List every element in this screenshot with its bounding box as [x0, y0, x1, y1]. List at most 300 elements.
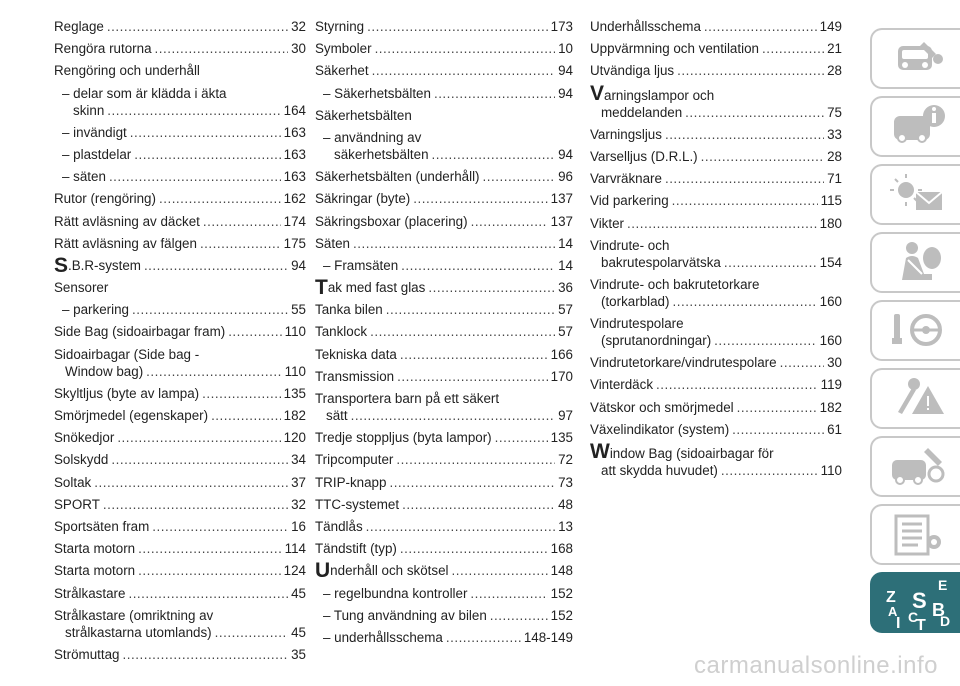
- entry-label: Säkerhet: [315, 63, 369, 79]
- section-initial-letter: W: [590, 440, 610, 463]
- page-number[interactable]: 110: [284, 363, 306, 379]
- index-entry: [54, 407, 306, 424]
- index-entry: [315, 518, 573, 535]
- dot-leader: [372, 62, 555, 79]
- page-number[interactable]: 97: [558, 408, 573, 423]
- index-entry: [590, 276, 842, 310]
- entry-label: Rätt avläsning av fälgen: [54, 235, 197, 251]
- page-number[interactable]: 163: [283, 146, 306, 162]
- index-subentry: [315, 257, 573, 274]
- dot-leader: [432, 146, 556, 163]
- chapter-tab-dashboard[interactable]: [870, 28, 960, 89]
- entry-label-continuation: sätt: [326, 408, 348, 423]
- dot-leader: [138, 540, 282, 557]
- dot-leader: [656, 376, 818, 393]
- entry-label-continuation: meddelanden: [601, 104, 683, 120]
- dot-leader: [375, 40, 556, 57]
- page-number[interactable]: 135: [550, 430, 573, 446]
- technical-data-list-icon: [872, 506, 960, 563]
- entry-label: Rengöring och underhåll: [54, 63, 200, 79]
- index-letter: I: [896, 615, 901, 631]
- dot-leader: [665, 126, 824, 143]
- wrench-warning-icon: [872, 370, 960, 427]
- index-entry: [54, 253, 306, 277]
- page-number[interactable]: 57: [558, 324, 573, 340]
- index-letter: B: [932, 600, 945, 620]
- dot-leader: [737, 399, 817, 416]
- index-entry: [315, 276, 573, 300]
- dot-leader: [228, 323, 281, 340]
- index-entry: [54, 40, 306, 57]
- index-entry: [54, 646, 306, 663]
- entry-label: – Tung användning av bilen: [323, 607, 487, 623]
- entry-label: Vätskor och smörjmedel: [590, 399, 734, 415]
- entry-label: Tändlås: [315, 518, 363, 534]
- index-entry: [54, 213, 306, 230]
- index-entry: [590, 354, 842, 371]
- index-entry: [54, 518, 306, 535]
- entry-label: Strömuttag: [54, 646, 120, 662]
- index-letter: C: [908, 609, 919, 625]
- chapter-tab-maintenance[interactable]: [870, 436, 960, 497]
- dot-leader: [128, 585, 288, 602]
- entry-label: nderhåll och skötsel: [330, 563, 449, 579]
- index-entry: [315, 62, 573, 79]
- dot-leader: [400, 540, 548, 557]
- entry-label: Tanka bilen: [315, 302, 383, 318]
- page-number[interactable]: 168: [550, 541, 573, 557]
- page-number[interactable]: 149: [819, 19, 842, 34]
- entry-label: Underhållsschema: [590, 19, 701, 34]
- entry-label: Varningsljus: [590, 126, 662, 142]
- dot-leader: [123, 646, 289, 663]
- index-entry: [315, 168, 573, 185]
- entry-label: Säkringsboxar (placering): [315, 213, 468, 229]
- dot-leader: [428, 279, 555, 296]
- page-number[interactable]: 164: [283, 102, 306, 118]
- index-column-1: [54, 18, 306, 668]
- entry-label: Tanklock: [315, 324, 368, 340]
- index-column-3: [590, 18, 842, 484]
- dot-leader: [400, 346, 548, 363]
- index-entry: [590, 18, 842, 35]
- index-entry: [54, 496, 306, 513]
- index-entry: [315, 559, 573, 583]
- dot-leader: [144, 257, 288, 274]
- dot-leader: [396, 451, 555, 468]
- page-number[interactable]: 110: [284, 324, 306, 340]
- index-entry: [315, 496, 573, 513]
- entry-label: Skyltljus (byte av lampa): [54, 385, 200, 401]
- chapter-tab-driving[interactable]: [870, 300, 960, 361]
- entry-label: – delar som är klädda i äkta: [62, 85, 227, 101]
- entry-label: Tredje stoppljus (byta lampor): [315, 430, 492, 446]
- page-number[interactable]: 45: [291, 624, 306, 640]
- index-entry: [590, 376, 842, 393]
- page-number[interactable]: 16: [291, 518, 306, 534]
- chapter-tab-warning-lights[interactable]: [870, 164, 960, 225]
- dot-leader: [107, 102, 280, 119]
- index-subentry: [54, 168, 306, 185]
- chapter-tab-technical-data[interactable]: [870, 504, 960, 565]
- index-entry: [315, 107, 573, 124]
- entry-label: Transmission: [315, 368, 395, 384]
- dot-leader: [434, 85, 555, 102]
- entry-label: Uppvärmning och ventilation: [590, 41, 759, 57]
- index-entry: [315, 540, 573, 557]
- index-entry: [315, 346, 573, 363]
- page-number[interactable]: 94: [558, 63, 573, 79]
- entry-label: – användning av: [323, 129, 422, 145]
- page-number[interactable]: 182: [819, 399, 842, 415]
- page-number[interactable]: 154: [819, 254, 842, 270]
- page-number[interactable]: 71: [827, 171, 842, 187]
- entry-label: Rutor (rengöring): [54, 191, 156, 207]
- entry-label: Solskydd: [54, 452, 109, 468]
- chapter-tab-safety-info[interactable]: [870, 96, 960, 157]
- index-entry: [54, 585, 306, 602]
- dot-leader: [704, 18, 817, 35]
- entry-label: Sensorer: [54, 280, 109, 296]
- page-number[interactable]: 115: [820, 193, 842, 209]
- dot-leader: [146, 363, 281, 380]
- dot-leader: [724, 254, 817, 271]
- dot-leader: [211, 407, 281, 424]
- entry-label-continuation: (torkarblad): [601, 293, 670, 309]
- index-entry: [54, 562, 306, 579]
- entry-label: TTC-systemet: [315, 496, 400, 512]
- index-entry: [315, 451, 573, 468]
- page-number[interactable]: 34: [291, 452, 306, 468]
- index-subentry: [54, 85, 306, 119]
- entry-label: Säkerhetsbälten (underhåll): [315, 169, 480, 185]
- dot-leader: [366, 518, 555, 535]
- entry-label: Soltak: [54, 474, 92, 490]
- entry-label: Tekniska data: [315, 346, 397, 362]
- entry-label: Vindrute- och bakrutetorkare: [590, 276, 760, 292]
- index-subentry: [54, 301, 306, 318]
- dot-leader: [495, 429, 548, 446]
- dot-leader: [155, 40, 289, 57]
- section-initial-letter: S: [54, 253, 69, 277]
- dot-leader: [452, 562, 548, 579]
- section-initial-letter: T: [315, 276, 328, 300]
- chapter-tab-emergency[interactable]: [870, 368, 960, 429]
- page-number[interactable]: 30: [291, 41, 306, 57]
- entry-label-continuation: skinn: [73, 102, 105, 118]
- chapter-tab-index[interactable]: [870, 572, 960, 633]
- entry-label: Vinterdäck: [590, 377, 654, 393]
- entry-label: indow Bag (sidoairbagar för: [609, 446, 774, 461]
- page-number[interactable]: 35: [291, 646, 306, 662]
- dot-leader: [203, 213, 281, 230]
- page-number[interactable]: 94: [558, 85, 573, 101]
- page-number[interactable]: 152: [550, 607, 573, 623]
- index-entry: [315, 429, 573, 446]
- page-number[interactable]: 13: [558, 518, 573, 534]
- entry-label: Starta motorn: [54, 563, 136, 579]
- index-entry: [590, 62, 842, 79]
- entry-label: Strålkastare: [54, 585, 126, 601]
- dot-leader: [215, 624, 288, 641]
- entry-label: Varselljus (D.R.L.): [590, 148, 698, 164]
- page-number[interactable]: 162: [283, 191, 306, 207]
- index-entry: [315, 301, 573, 318]
- index-entry: [54, 607, 306, 641]
- page-number[interactable]: 166: [550, 346, 573, 362]
- dot-leader: [721, 462, 818, 479]
- index-subentry: [54, 124, 306, 141]
- page-number[interactable]: 135: [283, 385, 306, 401]
- dot-leader: [370, 323, 555, 340]
- page-number[interactable]: 137: [550, 213, 573, 229]
- dot-leader: [665, 170, 824, 187]
- entry-label: SPORT: [54, 496, 100, 512]
- index-entry: [315, 40, 573, 57]
- page-number[interactable]: 72: [558, 452, 573, 468]
- entry-label-continuation: att skydda huvudet): [601, 463, 718, 478]
- entry-label: Vindrutetorkare/vindrutespolare: [590, 355, 777, 371]
- entry-label: Reglage: [54, 19, 104, 34]
- entry-label: Sportsäten fram: [54, 518, 150, 534]
- index-entry: [590, 81, 842, 121]
- index-entry: [590, 315, 842, 349]
- dot-leader: [780, 354, 825, 371]
- index-column-2: [315, 18, 573, 651]
- dot-leader: [202, 385, 281, 402]
- index-entry: [590, 215, 842, 232]
- page-number[interactable]: 30: [827, 355, 842, 371]
- page-number[interactable]: 37: [291, 474, 306, 490]
- dot-leader: [397, 368, 548, 385]
- dot-leader: [138, 562, 281, 579]
- entry-label: Starta motorn: [54, 541, 136, 557]
- page-number[interactable]: 152: [550, 585, 573, 601]
- entry-label: arningslampor och: [604, 87, 715, 103]
- page-number[interactable]: 120: [283, 430, 306, 446]
- entry-label-continuation: strålkastarna utomlands): [65, 624, 212, 640]
- entry-label: – säten: [62, 169, 106, 185]
- page-number[interactable]: 55: [291, 302, 306, 318]
- index-letter: T: [916, 617, 926, 631]
- page-number[interactable]: 119: [820, 377, 842, 393]
- entry-label-continuation: Window bag): [65, 363, 144, 379]
- entry-label: Strålkastare (omriktning av: [54, 607, 214, 623]
- index-entry: [54, 323, 306, 340]
- page-number[interactable]: 14: [558, 257, 573, 273]
- page-number[interactable]: 33: [827, 126, 842, 142]
- page-number[interactable]: 163: [283, 124, 306, 140]
- dot-leader: [483, 168, 556, 185]
- dot-leader: [94, 474, 288, 491]
- page-number[interactable]: 160: [819, 333, 842, 349]
- index-entry: [54, 18, 306, 35]
- index-entry: [590, 440, 842, 479]
- dot-leader: [413, 190, 547, 207]
- page-number[interactable]: 137: [550, 191, 573, 207]
- page-number[interactable]: 10: [558, 41, 573, 57]
- index-entry: [54, 429, 306, 446]
- page-number[interactable]: 45: [291, 585, 306, 601]
- dot-leader: [627, 215, 817, 232]
- entry-label-continuation: bakrutespolarvätska: [601, 254, 721, 270]
- page-number[interactable]: 160: [819, 293, 842, 309]
- index-subentry: [54, 146, 306, 163]
- entry-label: Säten: [315, 235, 350, 251]
- page-number[interactable]: 32: [291, 496, 306, 512]
- index-entry: [315, 190, 573, 207]
- page-number[interactable]: 180: [819, 215, 842, 231]
- entry-label: – Säkerhetsbälten: [323, 85, 431, 101]
- page-number[interactable]: 124: [283, 563, 306, 579]
- dot-leader: [152, 518, 288, 535]
- page-number[interactable]: 96: [558, 169, 573, 185]
- index-entry: [315, 368, 573, 385]
- index-entry: [315, 390, 573, 424]
- dot-leader: [111, 451, 288, 468]
- entry-label: Styrning: [315, 19, 365, 34]
- entry-label: Vindrutespolare: [590, 316, 684, 332]
- entry-label: – regelbundna kontroller: [323, 585, 468, 601]
- dot-leader: [107, 18, 288, 35]
- index-entry: [590, 399, 842, 416]
- page-number[interactable]: 48: [558, 496, 573, 512]
- page-number[interactable]: 21: [827, 41, 842, 57]
- entry-label: – underhållsschema: [323, 629, 443, 645]
- index-letter: D: [940, 613, 951, 629]
- entry-label: Utvändiga ljus: [590, 63, 675, 79]
- index-entry: [54, 235, 306, 252]
- entry-label: Rätt avläsning av däcket: [54, 213, 200, 229]
- entry-label: Vikter: [590, 215, 624, 231]
- dot-leader: [402, 496, 555, 513]
- page-number[interactable]: 110: [820, 463, 842, 478]
- page-number[interactable]: 28: [827, 63, 842, 79]
- index-entry: [590, 40, 842, 57]
- dot-leader: [470, 585, 547, 602]
- page-number[interactable]: 148-149: [523, 629, 573, 645]
- index-entry: [315, 18, 573, 35]
- index-entry: [315, 474, 573, 491]
- section-initial-letter: V: [590, 81, 605, 105]
- index-entry: [54, 346, 306, 380]
- page-number[interactable]: 73: [558, 474, 573, 490]
- index-letter: S: [912, 588, 927, 613]
- page-number[interactable]: 14: [558, 235, 573, 251]
- warning-lights-icon: [872, 166, 960, 223]
- chapter-tabs: [864, 28, 960, 640]
- entry-label: – invändigt: [62, 124, 127, 140]
- index-entry: [315, 323, 573, 340]
- page-number[interactable]: 36: [558, 280, 573, 296]
- page-number[interactable]: 182: [283, 408, 306, 423]
- index-entry: [590, 148, 842, 165]
- index-letter: E: [938, 577, 948, 593]
- page-number[interactable]: 114: [284, 541, 306, 557]
- index-entry: [54, 451, 306, 468]
- dot-leader: [672, 192, 818, 209]
- dot-leader: [732, 421, 824, 438]
- dot-leader: [117, 429, 280, 446]
- page-number[interactable]: 75: [827, 104, 842, 120]
- page-number[interactable]: 174: [283, 213, 306, 229]
- page-number[interactable]: 94: [558, 146, 573, 162]
- page-number[interactable]: 170: [550, 368, 573, 384]
- watermark: carmanualsonline.info: [694, 652, 938, 679]
- index-entry: [315, 235, 573, 252]
- dot-leader: [401, 257, 555, 274]
- entry-label: Växelindikator (system): [590, 421, 730, 437]
- page-number[interactable]: 61: [827, 421, 842, 437]
- dot-leader: [351, 407, 556, 424]
- section-initial-letter: U: [315, 559, 331, 583]
- car-info-icon: [872, 98, 960, 155]
- dot-leader: [200, 235, 281, 252]
- dot-leader: [471, 213, 548, 230]
- car-tools-icon: [872, 438, 960, 495]
- page-number[interactable]: 175: [283, 235, 306, 251]
- dot-leader: [762, 40, 824, 57]
- entry-label: .B.R-system: [68, 257, 141, 273]
- page-number[interactable]: 94: [291, 257, 306, 273]
- entry-label: Symboler: [315, 41, 372, 57]
- index-entry: [54, 190, 306, 207]
- entry-label: Säkringar (byte): [315, 191, 411, 207]
- index-entry: [54, 62, 306, 79]
- entry-label-continuation: (sprutanordningar): [601, 333, 712, 349]
- index-entry: [54, 279, 306, 296]
- page-number[interactable]: 28: [827, 148, 842, 164]
- dot-leader: [130, 124, 281, 141]
- page-number[interactable]: 148: [550, 563, 573, 579]
- dot-leader: [685, 104, 824, 121]
- chapter-tab-airbags[interactable]: [870, 232, 960, 293]
- index-subentry: [315, 585, 573, 602]
- dot-leader: [367, 18, 548, 35]
- entry-label: ak med fast glas: [327, 280, 426, 296]
- page-number[interactable]: 163: [283, 169, 306, 185]
- entry-label-continuation: säkerhetsbälten: [334, 146, 429, 162]
- dot-leader: [389, 474, 555, 491]
- index-entry: [590, 126, 842, 143]
- entry-label: TRIP-knapp: [315, 474, 387, 490]
- index-subentry: [315, 129, 573, 163]
- index-entry: [590, 421, 842, 438]
- dot-leader: [353, 235, 555, 252]
- page-number[interactable]: 32: [291, 19, 306, 34]
- tools-steering-wheel-icon: [872, 302, 960, 359]
- page-number[interactable]: 57: [558, 302, 573, 318]
- index-entry: [590, 237, 842, 271]
- entry-label: Tripcomputer: [315, 452, 394, 468]
- dot-leader: [714, 332, 816, 349]
- dot-leader: [672, 293, 816, 310]
- entry-label: Säkerhetsbälten: [315, 107, 412, 123]
- dot-leader: [134, 146, 280, 163]
- dot-leader: [132, 301, 288, 318]
- index-letter: Z: [886, 589, 896, 606]
- index-subentry: [315, 85, 573, 102]
- index-entry: [590, 170, 842, 187]
- index-entry: [315, 213, 573, 230]
- entry-label: Sidoairbagar (Side bag -: [54, 346, 200, 362]
- dot-leader: [103, 496, 288, 513]
- dot-leader: [109, 168, 281, 185]
- entry-label: Varvräknare: [590, 171, 662, 187]
- page-number[interactable]: 173: [550, 19, 573, 34]
- entry-label: Vid parkering: [590, 193, 669, 209]
- dot-leader: [386, 301, 555, 318]
